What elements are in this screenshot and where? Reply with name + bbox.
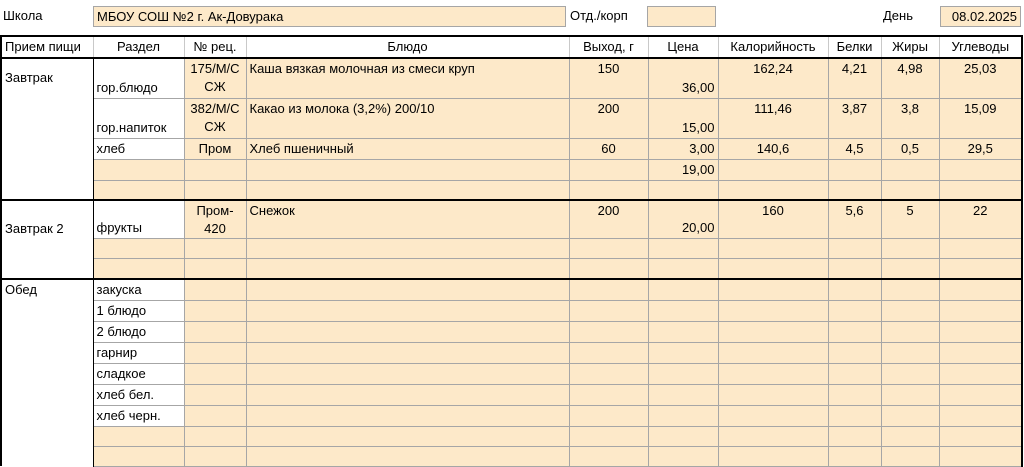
meal-spacer — [1, 259, 93, 279]
dish-cell[interactable] — [246, 405, 569, 426]
price-cell[interactable] — [648, 426, 718, 446]
col-dish: Блюдо — [246, 36, 569, 58]
dish-cell[interactable]: Какао из молока (3,2%) 200/10 — [246, 98, 569, 138]
calories-cell[interactable] — [718, 279, 828, 301]
school-name-cell[interactable]: МБОУ СОШ №2 г. Ак-Довурака — [93, 6, 566, 27]
col-price: Цена — [648, 36, 718, 58]
meal-spacer — [1, 321, 93, 342]
table-row — [1, 342, 1022, 363]
yield-cell[interactable] — [569, 405, 648, 426]
recipe-cell[interactable] — [184, 405, 246, 426]
protein-cell[interactable]: 5,6 — [828, 200, 881, 239]
calories-cell[interactable] — [718, 300, 828, 321]
price-cell[interactable] — [648, 321, 718, 342]
recipe-cell[interactable]: Пром — [184, 138, 246, 159]
price-cell[interactable] — [648, 446, 718, 466]
protein-cell[interactable] — [828, 180, 881, 200]
recipe-line: СЖ — [204, 79, 226, 94]
section-cell[interactable] — [93, 180, 184, 200]
recipe-cell[interactable] — [184, 446, 246, 466]
carbs-cell[interactable] — [939, 279, 1022, 301]
yield-cell[interactable] — [569, 259, 648, 279]
section-cell[interactable]: хлеб черн. — [93, 405, 184, 426]
meal-spacer — [1, 405, 93, 426]
yield-cell[interactable] — [569, 446, 648, 466]
carbs-cell[interactable] — [939, 159, 1022, 180]
column-header-row — [1, 36, 1022, 58]
fat-cell[interactable] — [881, 363, 939, 384]
section-cell[interactable] — [93, 259, 184, 279]
school-label: Школа — [3, 8, 43, 23]
dish-cell[interactable] — [246, 279, 569, 301]
section-cell[interactable]: гарнир — [93, 342, 184, 363]
fat-cell[interactable] — [881, 342, 939, 363]
dish-cell[interactable]: Хлеб пшеничный — [246, 138, 569, 159]
yield-cell[interactable]: 150 — [569, 58, 648, 98]
section-cell[interactable] — [93, 426, 184, 446]
yield-cell[interactable] — [569, 239, 648, 259]
calories-cell[interactable] — [718, 446, 828, 466]
recipe-cell[interactable] — [184, 384, 246, 405]
protein-cell[interactable]: 4,21 — [828, 58, 881, 98]
table-row — [1, 180, 1022, 200]
fat-cell[interactable] — [881, 300, 939, 321]
price-cell[interactable]: 36,00 — [648, 58, 718, 98]
section-cell[interactable]: хлеб бел. — [93, 384, 184, 405]
meal-spacer — [1, 363, 93, 384]
carbs-cell[interactable]: 29,5 — [939, 138, 1022, 159]
section-cell[interactable]: фрукты — [93, 200, 184, 239]
protein-cell[interactable] — [828, 300, 881, 321]
col-fat: Жиры — [881, 36, 939, 58]
table-row — [1, 58, 1022, 98]
dish-cell[interactable] — [246, 300, 569, 321]
section-cell[interactable] — [93, 159, 184, 180]
fat-cell[interactable] — [881, 426, 939, 446]
carbs-cell[interactable] — [939, 321, 1022, 342]
price-cell[interactable] — [648, 363, 718, 384]
header-bar — [0, 0, 1024, 35]
menu-table — [0, 35, 1023, 467]
recipe-cell[interactable] — [184, 200, 246, 239]
section-cell[interactable] — [93, 239, 184, 259]
recipe-cell[interactable] — [184, 98, 246, 138]
section-cell[interactable]: сладкое — [93, 363, 184, 384]
yield-cell[interactable] — [569, 384, 648, 405]
fat-cell[interactable] — [881, 279, 939, 301]
recipe-cell[interactable] — [184, 58, 246, 98]
price-cell[interactable]: 3,00 — [648, 138, 718, 159]
dish-cell[interactable] — [246, 342, 569, 363]
recipe-cell[interactable] — [184, 259, 246, 279]
price-cell[interactable] — [648, 239, 718, 259]
table-row — [1, 239, 1022, 259]
recipe-line: Пром- — [196, 203, 234, 218]
col-carbs: Углеводы — [939, 36, 1022, 58]
recipe-line: СЖ — [204, 118, 226, 134]
calories-cell[interactable] — [718, 405, 828, 426]
recipe-line: 420 — [204, 221, 226, 236]
protein-cell[interactable] — [828, 426, 881, 446]
fat-cell[interactable] — [881, 159, 939, 180]
yield-cell[interactable] — [569, 180, 648, 200]
fat-cell[interactable] — [881, 405, 939, 426]
fat-cell[interactable] — [881, 321, 939, 342]
meal-lunch: Обед — [1, 279, 93, 301]
calories-cell[interactable] — [718, 321, 828, 342]
carbs-cell[interactable]: 25,03 — [939, 58, 1022, 98]
dish-cell[interactable] — [246, 363, 569, 384]
col-yield: Выход, г — [569, 36, 648, 58]
dish-cell[interactable] — [246, 180, 569, 200]
dept-label: Отд./корп — [570, 8, 628, 23]
price-cell[interactable]: 20,00 — [648, 200, 718, 239]
yield-cell[interactable] — [569, 279, 648, 301]
section-cell[interactable] — [93, 446, 184, 466]
table-row — [1, 363, 1022, 384]
table-row — [1, 138, 1022, 159]
meal-spacer — [1, 384, 93, 405]
section-cell[interactable]: 2 блюдо — [93, 321, 184, 342]
dish-cell[interactable] — [246, 384, 569, 405]
calories-cell[interactable] — [718, 426, 828, 446]
table-row — [1, 384, 1022, 405]
table-row — [1, 98, 1022, 138]
recipe-cell[interactable] — [184, 342, 246, 363]
section-cell[interactable]: закуска — [93, 279, 184, 301]
meal-spacer — [1, 239, 93, 259]
meal-spacer — [1, 342, 93, 363]
protein-cell[interactable] — [828, 159, 881, 180]
dish-cell[interactable] — [246, 259, 569, 279]
protein-cell[interactable] — [828, 342, 881, 363]
meal-breakfast2: Завтрак 2 — [1, 200, 93, 239]
carbs-cell[interactable] — [939, 300, 1022, 321]
col-calories: Калорийность — [718, 36, 828, 58]
table-row — [1, 300, 1022, 321]
recipe-cell[interactable] — [184, 363, 246, 384]
price-cell[interactable] — [648, 259, 718, 279]
calories-cell[interactable] — [718, 239, 828, 259]
protein-cell[interactable]: 4,5 — [828, 138, 881, 159]
calories-cell[interactable] — [718, 384, 828, 405]
section-cell[interactable]: хлеб — [93, 138, 184, 159]
price-cell[interactable] — [648, 180, 718, 200]
recipe-line: 382/М/С — [190, 100, 240, 116]
dish-cell[interactable] — [246, 446, 569, 466]
fat-cell[interactable] — [881, 384, 939, 405]
carbs-cell[interactable]: 22 — [939, 200, 1022, 239]
carbs-cell[interactable] — [939, 342, 1022, 363]
protein-cell[interactable] — [828, 405, 881, 426]
carbs-cell[interactable] — [939, 363, 1022, 384]
section-cell[interactable]: гор.блюдо — [93, 58, 184, 98]
calories-cell[interactable] — [718, 159, 828, 180]
col-recipe: № рец. — [184, 36, 246, 58]
calories-cell[interactable] — [718, 342, 828, 363]
meal-spacer — [1, 300, 93, 321]
recipe-cell[interactable] — [184, 321, 246, 342]
meal-spacer — [1, 138, 93, 159]
recipe-cell[interactable] — [184, 426, 246, 446]
day-cell[interactable]: 08.02.2025 — [940, 6, 1021, 27]
yield-cell[interactable]: 60 — [569, 138, 648, 159]
recipe-cell[interactable] — [184, 239, 246, 259]
protein-cell[interactable] — [828, 321, 881, 342]
price-cell[interactable] — [648, 300, 718, 321]
recipe-cell[interactable] — [184, 279, 246, 301]
protein-cell[interactable] — [828, 259, 881, 279]
table-row — [1, 159, 1022, 180]
recipe-cell[interactable] — [184, 180, 246, 200]
calories-cell[interactable] — [718, 180, 828, 200]
protein-cell[interactable]: 3,87 — [828, 98, 881, 138]
meal-spacer — [1, 446, 93, 466]
recipe-cell[interactable] — [184, 159, 246, 180]
section-cell[interactable]: 1 блюдо — [93, 300, 184, 321]
fat-cell[interactable]: 3,8 — [881, 98, 939, 138]
protein-cell[interactable] — [828, 384, 881, 405]
carbs-cell[interactable] — [939, 426, 1022, 446]
recipe-line: 175/М/С — [190, 61, 240, 76]
yield-cell[interactable] — [569, 300, 648, 321]
meal-breakfast: Завтрак — [1, 58, 93, 138]
price-cell[interactable]: 15,00 — [648, 98, 718, 138]
calories-cell[interactable]: 140,6 — [718, 138, 828, 159]
fat-cell[interactable] — [881, 446, 939, 466]
calories-cell[interactable]: 111,46 — [718, 98, 828, 138]
yield-cell[interactable]: 200 — [569, 98, 648, 138]
table-row — [1, 279, 1022, 301]
dish-cell[interactable] — [246, 159, 569, 180]
carbs-cell[interactable] — [939, 405, 1022, 426]
col-protein: Белки — [828, 36, 881, 58]
carbs-cell[interactable] — [939, 239, 1022, 259]
yield-cell[interactable] — [569, 363, 648, 384]
dept-cell[interactable] — [647, 6, 716, 27]
total-price-cell[interactable]: 19,00 — [648, 159, 718, 180]
col-section: Раздел — [93, 36, 184, 58]
price-cell[interactable] — [648, 405, 718, 426]
calories-cell[interactable]: 160 — [718, 200, 828, 239]
protein-cell[interactable] — [828, 239, 881, 259]
protein-cell[interactable] — [828, 446, 881, 466]
table-row — [1, 259, 1022, 279]
recipe-cell[interactable] — [184, 300, 246, 321]
yield-cell[interactable] — [569, 159, 648, 180]
yield-cell[interactable] — [569, 342, 648, 363]
carbs-cell[interactable] — [939, 384, 1022, 405]
price-cell[interactable] — [648, 342, 718, 363]
price-cell[interactable] — [648, 384, 718, 405]
meal-spacer — [1, 159, 93, 180]
fat-cell[interactable] — [881, 259, 939, 279]
calories-cell[interactable] — [718, 363, 828, 384]
calories-cell[interactable]: 162,24 — [718, 58, 828, 98]
dish-cell[interactable] — [246, 426, 569, 446]
fat-cell[interactable] — [881, 180, 939, 200]
meal-spacer — [1, 426, 93, 446]
table-row — [1, 405, 1022, 426]
col-meal: Прием пищи — [1, 36, 93, 58]
fat-cell[interactable] — [881, 239, 939, 259]
price-cell[interactable] — [648, 279, 718, 301]
carbs-cell[interactable]: 15,09 — [939, 98, 1022, 138]
fat-cell[interactable]: 5 — [881, 200, 939, 239]
yield-cell[interactable] — [569, 426, 648, 446]
table-row — [1, 321, 1022, 342]
dish-cell[interactable] — [246, 239, 569, 259]
calories-cell[interactable] — [718, 259, 828, 279]
carbs-cell[interactable] — [939, 180, 1022, 200]
yield-cell[interactable] — [569, 321, 648, 342]
table-row — [1, 446, 1022, 466]
meal-spacer — [1, 180, 93, 200]
day-label: День — [883, 8, 913, 23]
protein-cell[interactable] — [828, 279, 881, 301]
dish-cell[interactable]: Снежок — [246, 200, 569, 239]
dish-cell[interactable]: Каша вязкая молочная из смеси круп — [246, 58, 569, 98]
fat-cell[interactable]: 0,5 — [881, 138, 939, 159]
table-row — [1, 200, 1022, 239]
protein-cell[interactable] — [828, 363, 881, 384]
yield-cell[interactable]: 200 — [569, 200, 648, 239]
section-cell[interactable]: гор.напиток — [93, 98, 184, 138]
carbs-cell[interactable] — [939, 446, 1022, 466]
dish-cell[interactable] — [246, 321, 569, 342]
table-row — [1, 426, 1022, 446]
fat-cell[interactable]: 4,98 — [881, 58, 939, 98]
carbs-cell[interactable] — [939, 259, 1022, 279]
